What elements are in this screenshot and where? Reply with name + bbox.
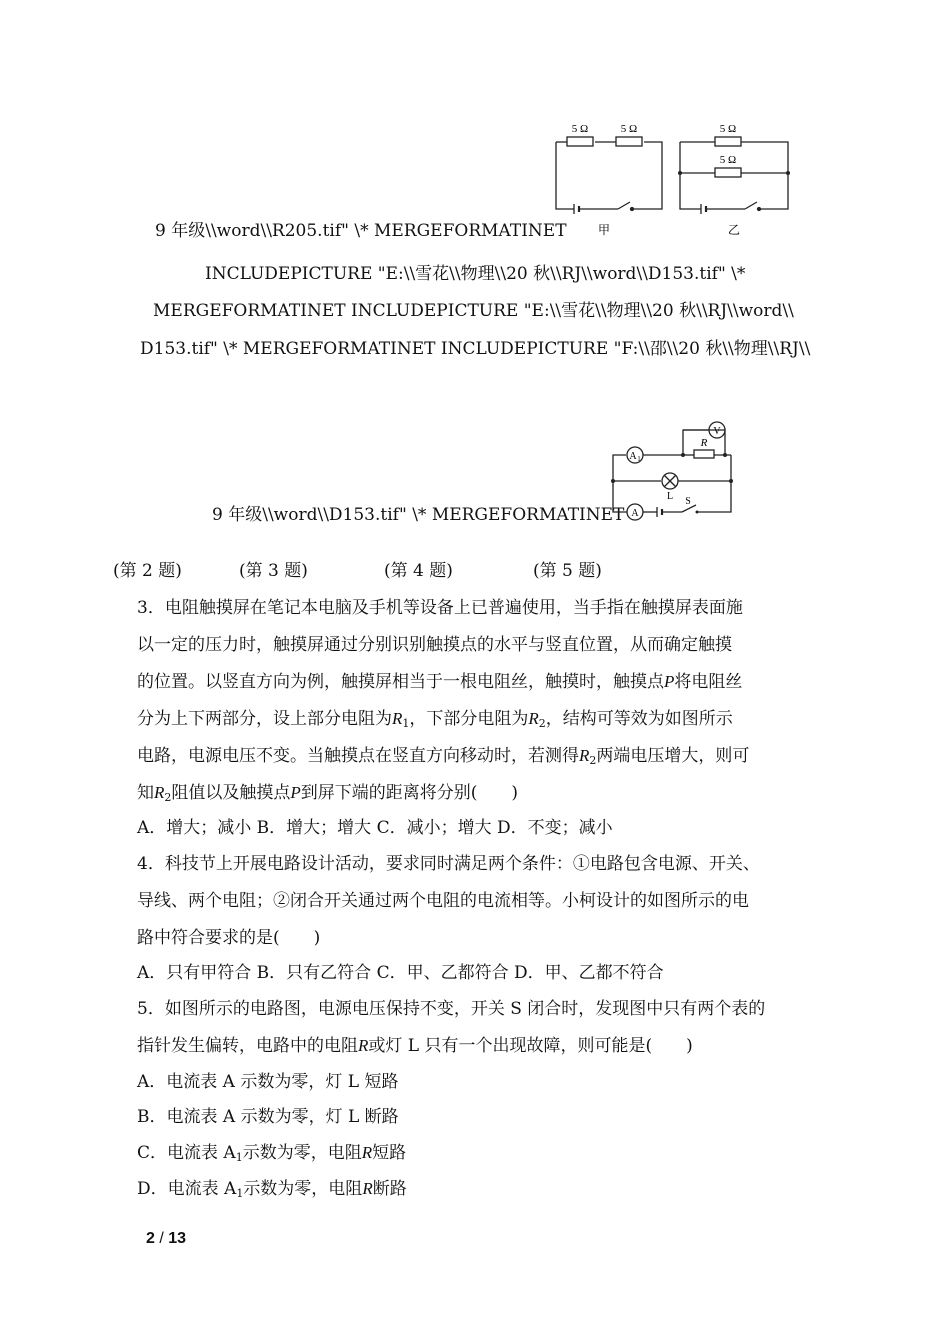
lamp-label: L	[666, 491, 674, 502]
resistor-label: 5 Ω	[719, 154, 737, 166]
q5-line-1: 5．如图所示的电路图，电源电压保持不变，开关 S 闭合时，发现图中只有两个表的	[137, 999, 766, 1019]
include-line-5: 9 年级\\word\\D153.tif" \* MERGEFORMATINET	[212, 505, 625, 525]
q3-line-2: 以一定的压力时，触摸屏通过分别识别触摸点的水平与竖直位置，从而确定触摸	[137, 635, 732, 655]
switch-label: S	[685, 496, 691, 507]
q3-line-4: 分为上下两部分，设上部分电阻为$R_1$，下部分电阻为$R_2$，结构可等效为如图所示	[137, 709, 733, 730]
include-line-1: 9 年级\\word\\R205.tif" \* MERGEFORMATINET	[155, 221, 567, 241]
q5-option-d: D．电流表 $A_1$示数为零，电阻R断路	[137, 1179, 407, 1200]
q5-line-2: 指针发生偏转，电路中的电阻R或灯 L 只有一个出现故障，则可能是( )	[137, 1036, 693, 1056]
ammeter-a-label: A	[631, 508, 639, 519]
resistor-label: 5 Ω	[620, 123, 638, 135]
resistor-label: 5 Ω	[719, 123, 737, 135]
resistor-r-label: R	[700, 437, 708, 449]
include-line-4: D153.tif" \* MERGEFORMATINET INCLUDEPICTURE "F:\\邵\\20 秋\\物理\\RJ\\	[140, 339, 811, 359]
caption-q4: (第 4 题)	[384, 561, 453, 581]
resistor-label: 5 Ω	[571, 123, 589, 135]
caption-q3: (第 3 题)	[239, 561, 308, 581]
label-yi: 乙	[727, 223, 741, 237]
figure-4-circuits	[548, 118, 798, 243]
ammeter-a1-sub: 1	[637, 455, 641, 463]
figure-5-circuit	[610, 418, 740, 528]
q3-line-1: 3．电阻触摸屏在笔记本电脑及手机等设备上已普遍使用，当手指在触摸屏表面施	[137, 598, 743, 618]
q4-line-1: 4．科技节上开展电路设计活动，要求同时满足两个条件：①电路包含电源、开关、	[137, 854, 760, 874]
ammeter-a1-label: A	[629, 451, 637, 462]
q3-line-5: 电路，电源电压不变。当触摸点在竖直方向移动时，若测得$R_2$两端电压增大，则可	[137, 746, 750, 767]
q3-line-6: 知$R_2$阻值以及触摸点P到屏下端的距离将分别( )	[137, 783, 519, 804]
caption-q5: (第 5 题)	[533, 561, 602, 581]
include-line-3: MERGEFORMATINET INCLUDEPICTURE "E:\\雪花\\物理\\20 秋\\RJ\\word\\	[153, 301, 794, 321]
voltmeter-label: V	[713, 426, 721, 437]
q4-options: A．只有甲符合 B．只有乙符合 C．甲、乙都符合 D．甲、乙都不符合	[137, 963, 664, 983]
q4-line-2: 导线、两个电阻；②闭合开关通过两个电阻的电流相等。小柯设计的如图所示的电	[137, 891, 749, 911]
q5-option-b: B．电流表 A 示数为零，灯 L 断路	[137, 1107, 399, 1127]
q3-line-3: 的位置。以竖直方向为例，触摸屏相当于一根电阻丝，触摸时，触摸点P将电阻丝	[137, 672, 743, 692]
page-number: 2 / 13	[146, 1230, 187, 1247]
include-line-2: INCLUDEPICTURE "E:\\雪花\\物理\\20 秋\\RJ\\word\\D153.tif" \*	[205, 264, 746, 284]
caption-q2: (第 2 题)	[113, 561, 182, 581]
q3-options: A．增大；减小 B．增大；增大 C．减小；增大 D．不变；减小	[137, 818, 613, 838]
q4-line-3: 路中符合要求的是( )	[137, 928, 321, 948]
q5-option-c: C．电流表 $A_1$示数为零，电阻R短路	[137, 1143, 407, 1164]
label-jia: 甲	[597, 223, 611, 237]
q5-option-a: A．电流表 A 示数为零，灯 L 短路	[137, 1072, 399, 1092]
